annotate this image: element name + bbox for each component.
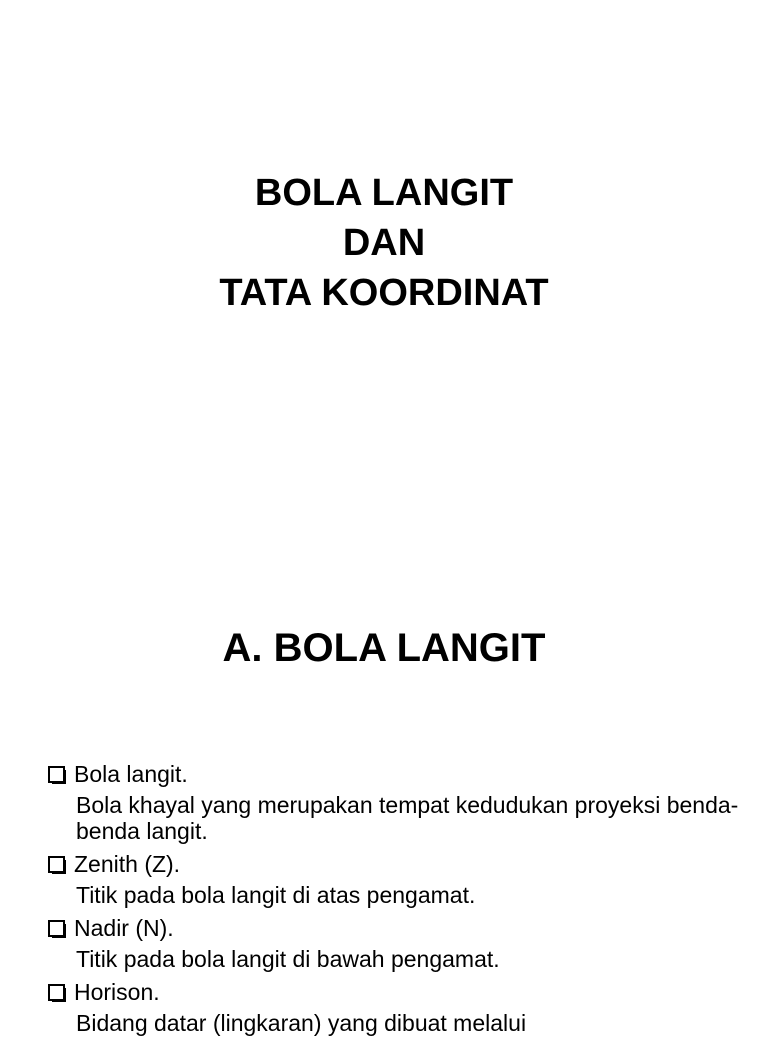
term: Horison. [74, 979, 160, 1005]
term: Nadir (N). [74, 915, 174, 941]
definition-list [48, 760, 748, 1042]
term: Zenith (Z). [74, 851, 181, 877]
list-item-horison [48, 978, 748, 1036]
definition: Bola khayal yang merupakan tempat kedudukan proyeksi benda-benda langit. [76, 792, 739, 844]
list-item-nadir [48, 914, 748, 972]
checkbox-bullet-icon [48, 856, 65, 873]
checkbox-bullet-icon [48, 984, 65, 1001]
title-line-1: BOLA LANGIT [254, 172, 514, 214]
checkbox-bullet-icon [48, 766, 65, 783]
title-line-3: TATA KOORDINAT [219, 272, 549, 314]
definition: Titik pada bola langit di bawah pengamat. [76, 946, 500, 972]
slide-title [0, 168, 768, 318]
list-item-zenith [48, 850, 748, 908]
definition: Bidang datar (lingkaran) yang dibuat melalui [76, 1010, 527, 1036]
checkbox-bullet-icon [48, 920, 65, 937]
definition: Titik pada bola langit di atas pengamat. [76, 882, 476, 908]
list-item-bola-langit [48, 760, 748, 844]
section-heading: A. BOLA LANGIT [222, 626, 546, 670]
term: Bola langit. [74, 761, 188, 787]
title-line-2: DAN [342, 222, 426, 264]
